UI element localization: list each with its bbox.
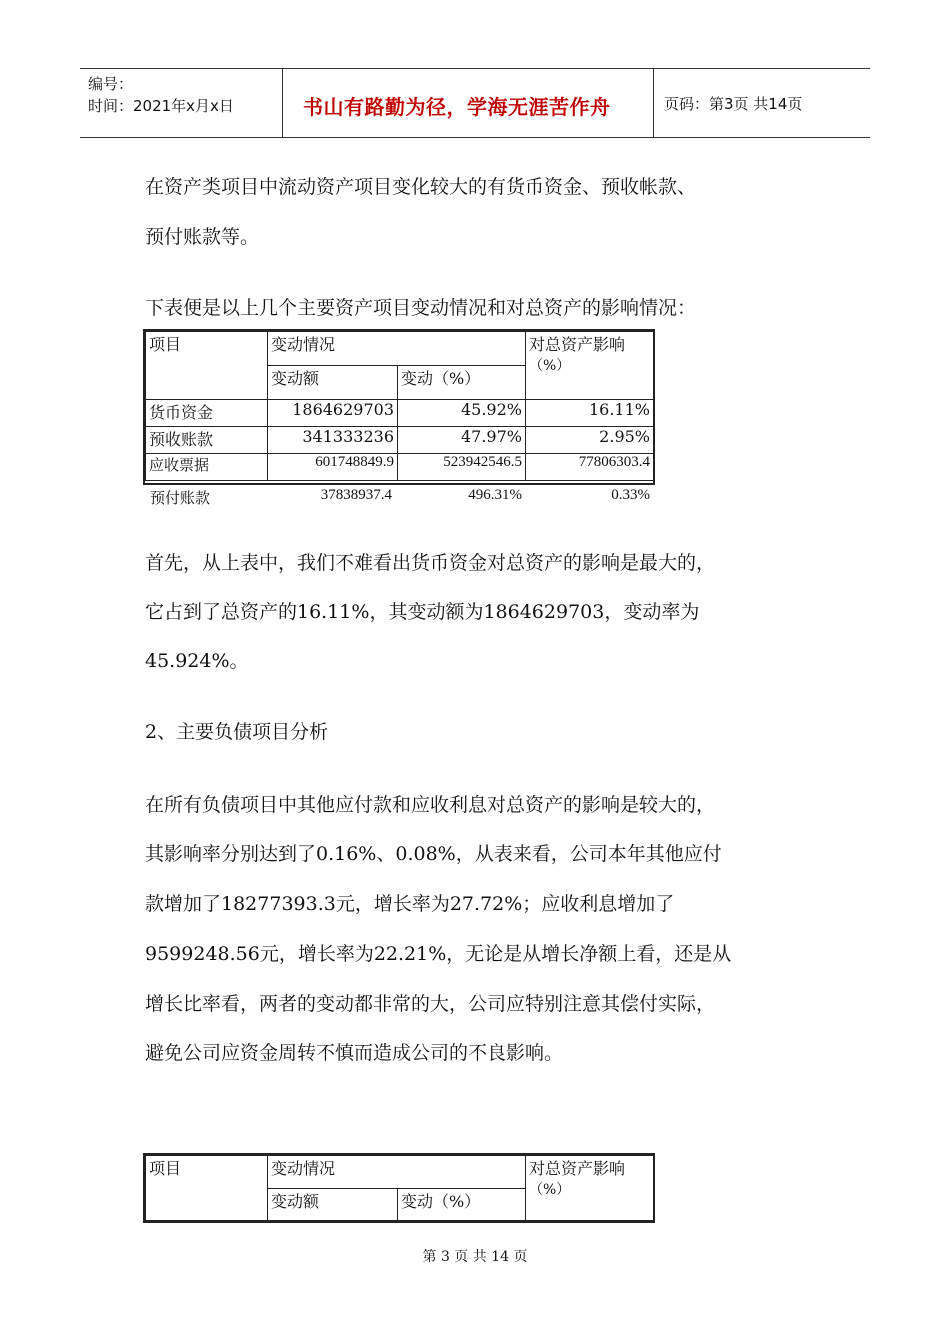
table2-header-change: 变动情况 [268, 1156, 526, 1189]
cell-pct: 45.92% [398, 400, 526, 427]
table1-header-impact-line1: 对总资产影响 [529, 335, 626, 354]
cell-item: 货币资金 [146, 400, 268, 427]
paragraph-line: 45.924%。 [145, 650, 249, 672]
cell-pct: 47.97% [398, 427, 526, 454]
paragraph-line: 下表便是以上几个主要资产项目变动情况和对总资产的影响情况： [145, 297, 697, 319]
table2-header-impact-line1: 对总资产影响 [529, 1159, 626, 1178]
paragraph-line: 其影响率分别达到了0.16%、0.08%，从表来看，公司本年其他应付 [145, 843, 722, 865]
table1-header-pct: 变动（%） [398, 366, 526, 400]
paragraph-line: 它占到了总资产的16.11%，其变动额为1864629703，变动率为 [145, 601, 700, 623]
cell-impact: 16.11% [526, 400, 654, 427]
cell-amount: 37838937.4 [320, 487, 392, 503]
cell-amount: 1864629703 [268, 400, 398, 427]
paragraph-line: 在资产类项目中流动资产项目变化较大的有货币资金、预收帐款、 [145, 176, 697, 198]
table2-header-impact-line2: （%） [529, 1182, 571, 1198]
cell-impact: 77806303.4 [526, 454, 654, 481]
paragraph-line: 预付账款等。 [145, 226, 260, 248]
table1-header-item: 项目 [146, 332, 268, 400]
time-label: 时间：2021年x月x日 [88, 97, 234, 115]
paragraph-line: 在所有负债项目中其他应付款和应收利息对总资产的影响是较大的， [145, 794, 716, 816]
table1-header-amount: 变动额 [268, 366, 398, 400]
paragraph-line: 款增加了18277393.3元，增长率为27.72%；应收利息增加了 [145, 893, 675, 915]
asset-table [145, 331, 654, 481]
cell-amount: 601748849.9 [268, 454, 398, 481]
table1-header-impact [526, 332, 654, 400]
liability-table [145, 1155, 654, 1221]
table-row [146, 427, 654, 454]
table2-header-amount: 变动额 [268, 1189, 398, 1221]
table1-header-impact-line2: （%） [529, 358, 571, 374]
header-meta [80, 69, 282, 137]
cell-pct: 496.31% [468, 487, 522, 503]
page-header [80, 68, 870, 138]
cell-amount: 341333236 [268, 427, 398, 454]
paragraph-line: 避免公司应资金周转不慎而造成公司的不良影响。 [145, 1042, 564, 1064]
table2-header-pct: 变动（%） [398, 1189, 526, 1221]
cell-impact: 0.33% [611, 487, 650, 503]
section-heading: 2、主要负债项目分析 [145, 721, 329, 743]
paragraph-line: 9599248.56元，增长率为22.21%，无论是从增长净额上看，还是从 [145, 943, 732, 965]
table2-header-item: 项目 [146, 1156, 268, 1221]
header-motto-cell [282, 69, 654, 137]
number-label: 编号： [88, 75, 134, 93]
page-footer: 第 3 页 共 14 页 [422, 1249, 528, 1265]
paragraph-line: 首先，从上表中，我们不难看出货币资金对总资产的影响是最大的， [145, 552, 716, 574]
paragraph-line: 增长比率看，两者的变动都非常的大，公司应特别注意其偿付实际， [145, 993, 716, 1015]
table2-header-impact [526, 1156, 654, 1221]
page-info: 页码：第3页 共14页 [664, 95, 803, 113]
cell-impact: 2.95% [526, 427, 654, 454]
cell-item: 预收账款 [146, 427, 268, 454]
cell-item: 预付账款 [150, 491, 211, 507]
table-row [146, 400, 654, 427]
table1-header-change: 变动情况 [268, 332, 526, 366]
motto: 书山有路勤为径，学海无涯苦作舟 [303, 95, 611, 119]
table-row [146, 454, 654, 481]
cell-pct: 523942546.5 [398, 454, 526, 481]
cell-item: 应收票据 [146, 454, 268, 481]
